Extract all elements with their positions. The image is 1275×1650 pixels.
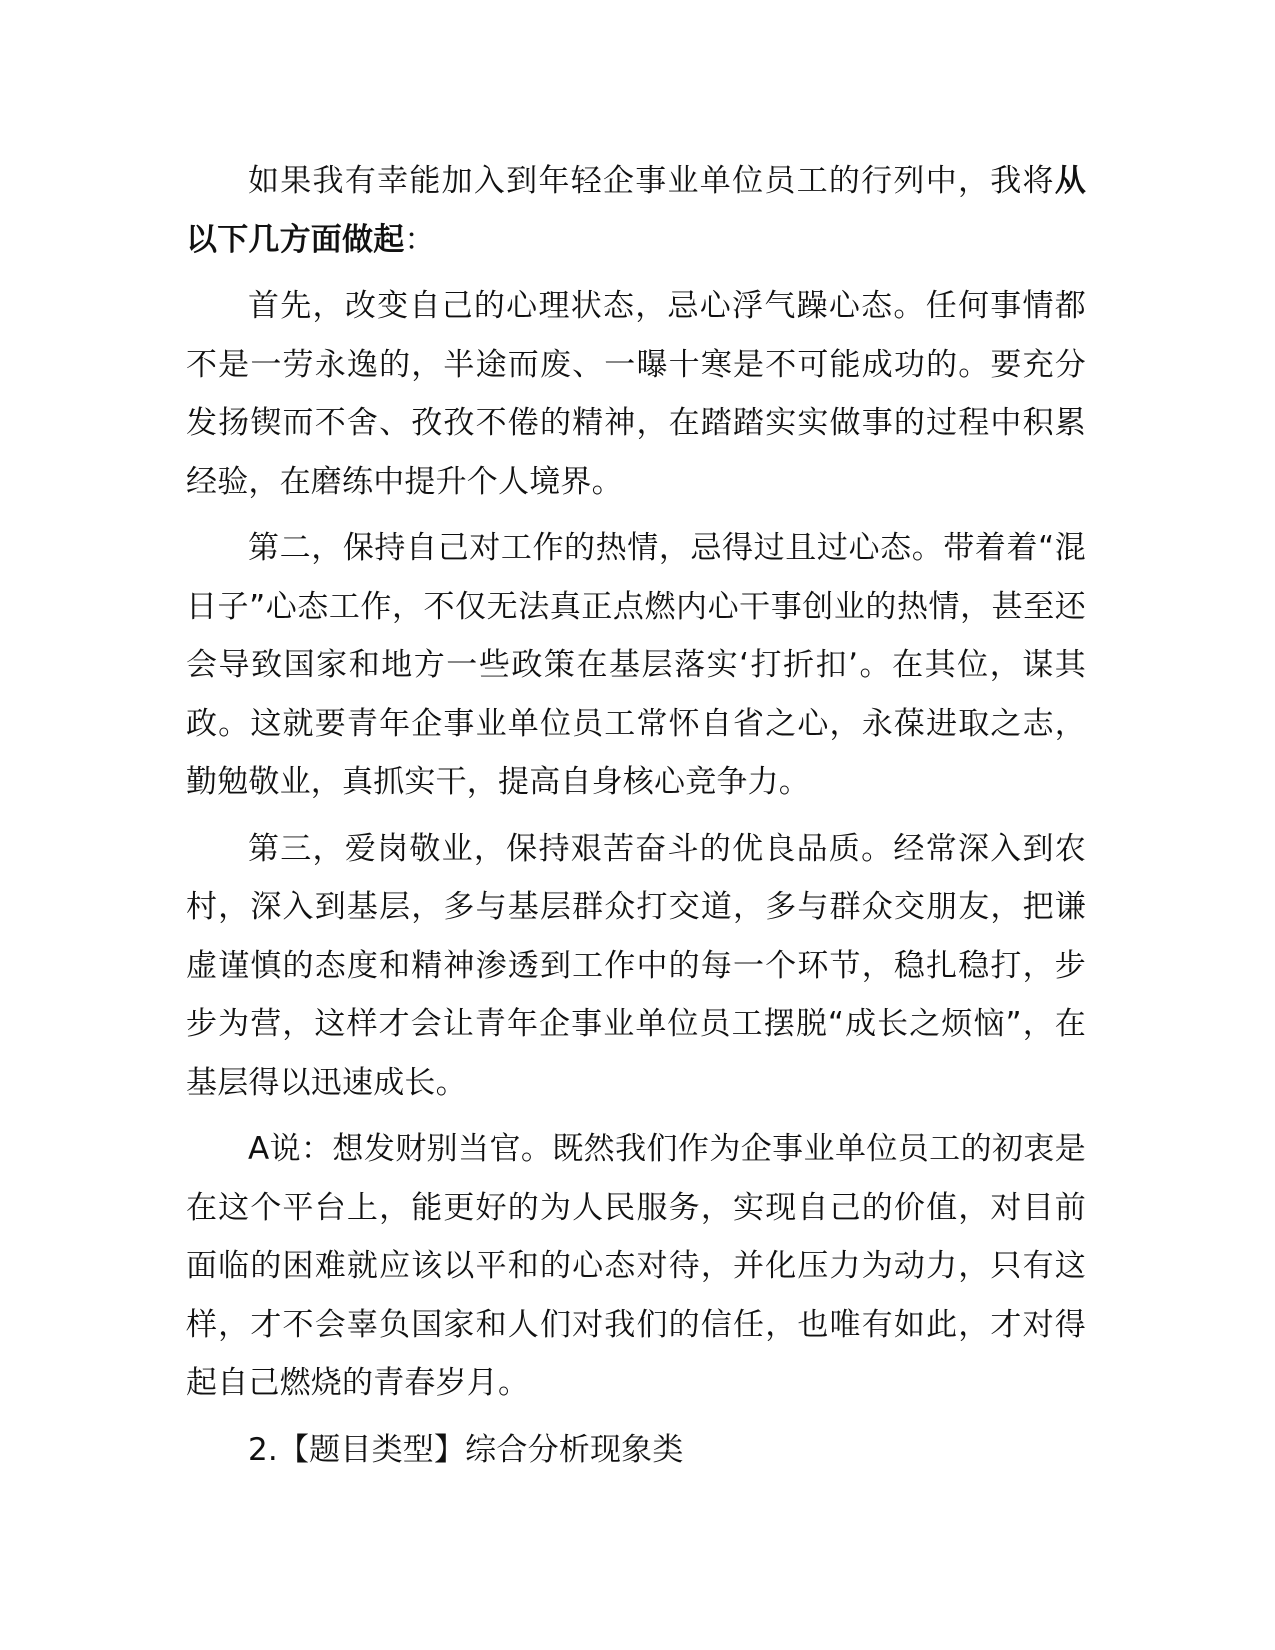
paragraph-third: 第三，爱岗敬业，保持艰苦奋斗的优良品质。经常深入到农村，深入到基层，多与基层群众打交道，多与群众交朋友，把谦虚谨慎的态度和精神渗透到工作中的每一个环节，稳扎稳打，步步为营，这样才会让青年企事业单位员工摆脱“成长之烦恼”，在基层得以迅速成长。 [186,830,1086,1101]
intro-tail: ： [404,221,436,258]
question-type-heading: 2.【题目类型】综合分析现象类 [248,1431,684,1468]
intro-bold-text: 从以下几方面做起 [186,163,1086,258]
paragraph-a-says: A说：想发财别当官。既然我们作为企事业单位员工的初衷是在这个平台上，能更好的为人民服务，实现自己的价值，对目前面临的困难就应该以平和的心态对待，并化压力为动力，只有这样，才不会辜负国家和人们对我们的信任，也唯有如此，才对得起自己燃烧的青春岁月。 [186,1131,1086,1401]
document-body [186,152,1086,1479]
intro-text: 如果我有幸能加入到年轻企事业单位员工的行列中，我将 [248,163,1055,199]
paragraph-second: 第二，保持自己对工作的热情，忌得过且过心态。带着着“混日子”心态工作，不仅无法真正点燃内心干事创业的热情，甚至还会导致国家和地方一些政策在基层落实‘打折扣’。在其位，谋其政。这就要青年企事业单位员工常怀自省之心，永葆进取之志，勤勉敬业，真抓实干，提高自身核心竞争力。 [186,530,1086,800]
intro-paragraph [186,152,1086,269]
paragraph-first: 首先，改变自己的心理状态，忌心浮气躁心态。任何事情都不是一劳永逸的，半途而废、一曝十寒是不可能成功的。要充分发扬锲而不舍、孜孜不倦的精神，在踏踏实实做事的过程中积累经验，在磨练中提升个人境界。 [186,288,1086,500]
